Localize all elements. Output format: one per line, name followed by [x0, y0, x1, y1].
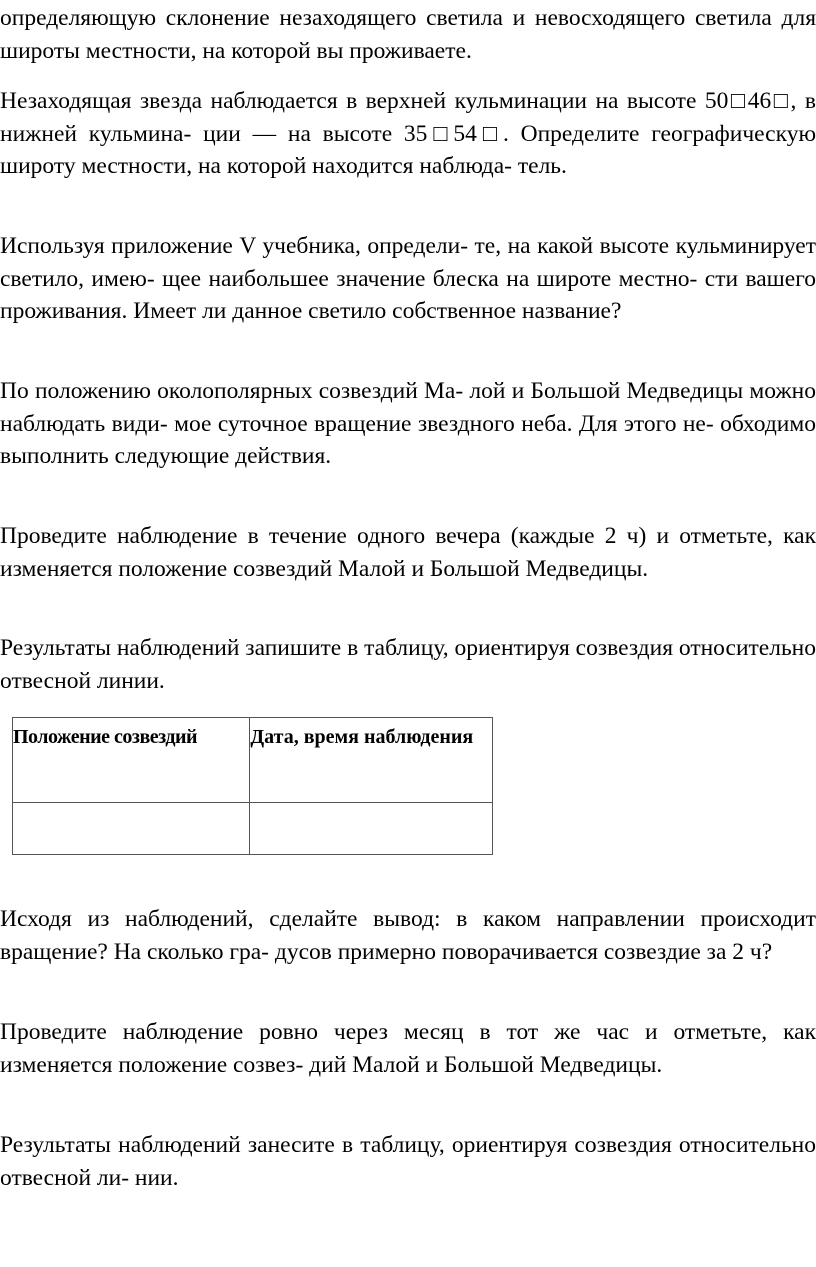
paragraph-record-results: Результаты наблюдений запишите в таблицу, ориентируя созвездия относительно отвесной линии.: [0, 635, 816, 694]
paragraph-rotation-conclusion: Исходя из наблюдений, сделайте вывод: в каком направлении происходит вращение? На сколько гра- дусов примерно поворачивается созвездие за 2 ч?: [0, 906, 816, 965]
table-header-row: [13, 718, 493, 803]
paragraph-latitude-task: Незаходящая звезда наблюдается в верхней кульминации на высоте 50□46□, в нижней кульмина- ции — на высоте 35□54□. Определите географическую широту местности, на которой находится наблюда- тель.: [0, 88, 816, 179]
observation-table: [12, 717, 493, 855]
paragraph-evening-observation: Проведите наблюдение в течение одного вечера (каждые 2 ч) и отметьте, как изменяется положение созвездий Малой и Большой Медведицы.: [0, 523, 816, 582]
paragraph-declination-task: определяющую склонение незаходящего светила и невосходящего светила для широты местности, на которой вы проживаете.: [0, 5, 816, 64]
table-cell: [250, 803, 493, 855]
paragraph-culmination-task: Используя приложение V учебника, определи- те, на какой высоте кульминирует светило, имею- щее наибольшее значение блеска на широте местно- сти вашего проживания. Имеет ли данное светило собственное название?: [0, 233, 816, 324]
paragraph-record-results-2: Результаты наблюдений занесите в таблицу, ориентируя созвездия относительно отвесной ли- нии.: [0, 1132, 816, 1191]
header-constellation-position: Положение созвездий: [13, 726, 197, 748]
paragraph-month-observation: Проведите наблюдение ровно через месяц в тот же час и отметьте, как изменяется положение созвез- дий Малой и Большой Медведицы.: [0, 1019, 816, 1078]
table-header-cell: [13, 718, 250, 803]
table-header-cell: [250, 718, 493, 803]
paragraph-circumpolar-intro: По положению околополярных созвездий Ма- лой и Большой Медведицы можно наблюдать види- мое суточное вращение звездного неба. Для этого не- обходимо выполнить следующие действия.: [0, 378, 816, 469]
table-row: [13, 803, 493, 855]
header-date-time: Дата, время наблюдения: [250, 726, 474, 748]
table-cell: [13, 803, 250, 855]
